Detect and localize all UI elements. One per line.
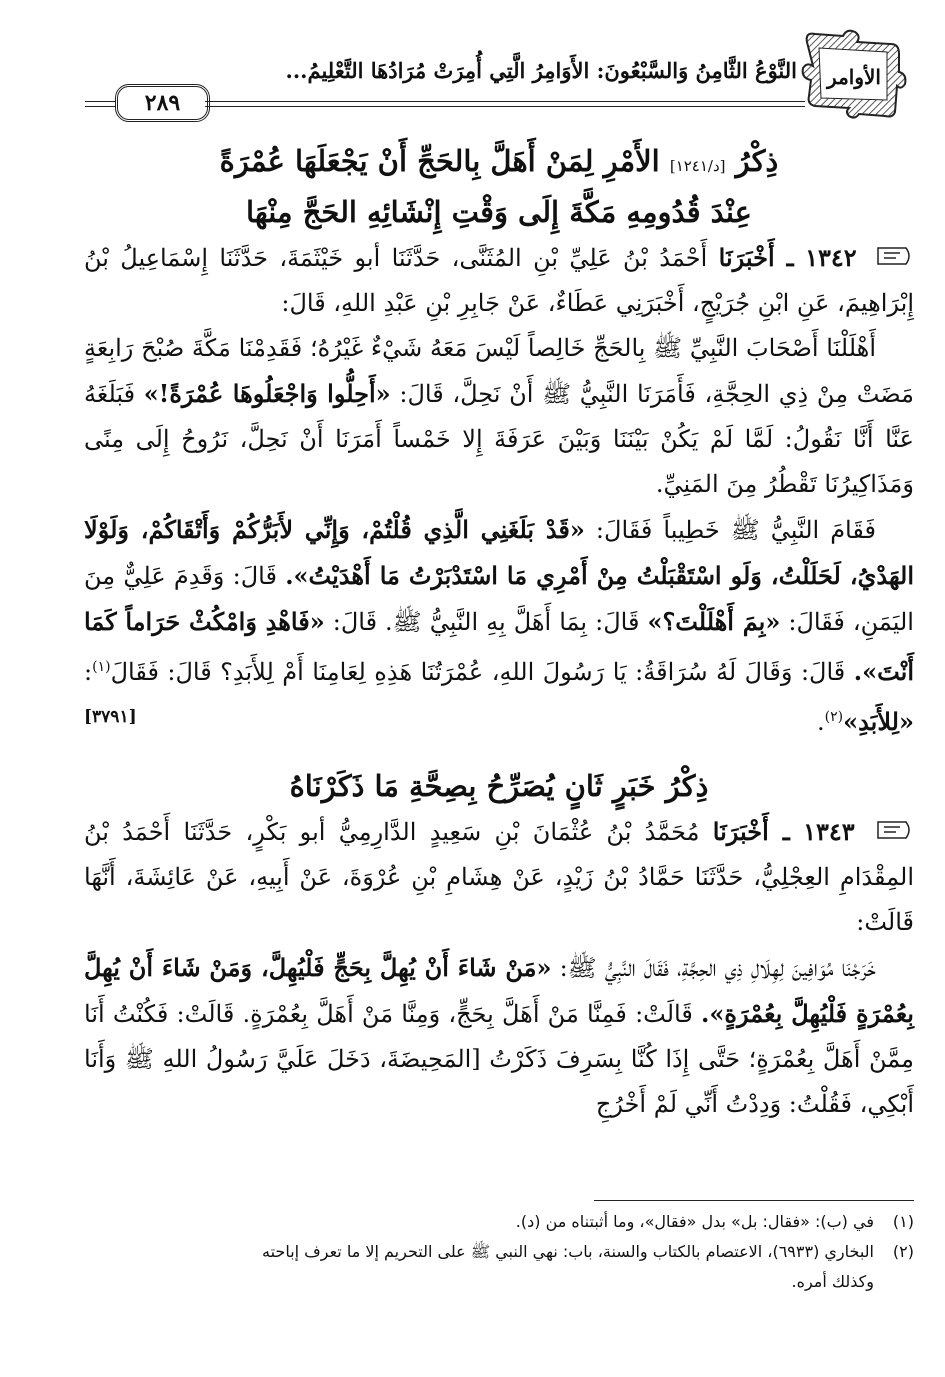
footnote-mark-1: (١): [92, 659, 111, 675]
page-header: [0, 28, 945, 128]
footnote-2-continued: وكذلك أمره.: [791, 1272, 874, 1291]
header-rule: [85, 84, 805, 126]
page-number: ٢٨٩: [115, 84, 210, 122]
cross-reference: [٣٧٩١]: [84, 707, 137, 727]
chapter-heading-1: ذِكْرُ [د/١٢٤١] الأَمْرِ لِمَنْ أَهَلَّ بِالحَجِّ أَنْ يَجْعَلَهَا عُمْرَةً: [219, 144, 779, 178]
hadith-1343-isnad: ١٣٤٣ ـ أَخْبَرَنَا مُحَمَّدُ بْنُ عُثْمَانَ بْنِ سَعِيدٍ الدَّارِمِيُّ أبو بَكْرٍ، حَدَّثَنَا أَحْمَدُ بْنُ المِقْدَامِ العِجْلِيُّ، حَدَّثَنَا حَمَّادُ بْنُ زَيْدٍ، عَنْ هِشَامِ بْنِ عُرْوَةَ، عَنْ أَبِيهِ، عَنْ عَائِشَةَ، أَنَّهَا قَالَتْ:: [84, 817, 914, 936]
chapter-heading-1-line2: عِنْدَ قُدُومِهِ مَكَّةَ إِلَى وَقْتِ إِنْشَائِهِ الحَجَّ مِنْهَا: [246, 195, 752, 229]
footnote-1: (١)في (ب): «فقال: بل» بدل «فقال»، وما أثبتناه من (د).: [515, 1212, 914, 1231]
footnotes: [84, 1200, 914, 1297]
hadith-marker-icon: [876, 242, 914, 270]
puzzle-piece-ornament: [799, 28, 907, 120]
footnote-mark-2: (٢): [824, 709, 844, 725]
footnote-2: (٢)البخاري (٦٩٣٣)، الاعتصام بالكتاب والسنة، باب: نهي النبي ﷺ على التحريم إلا ما تعرف إباحته: [262, 1242, 914, 1261]
svg-text:الأوامر: الأوامر: [827, 65, 881, 89]
hadith-number: ١٣٤٢: [805, 243, 857, 272]
hadith-1342-isnad: ١٣٤٢ ـ أَخْبَرَنَا أَحْمَدُ بْنُ عَلِيِّ بْنِ المُثَنَّى، حَدَّثَنَا أبو خَيْثَمَةَ، حَدَّثَنَا إِسْمَاعِيلُ بْنُ إِبْرَاهِيمَ، عَنِ ابْنِ جُرَيْجٍ، أَخْبَرَنِي عَطَاءٌ، عَنْ جَابِرِ بْنِ عَبْدِ اللهِ، قَالَ:: [84, 243, 914, 317]
hadith-1342-text-2: فَقَامَ النَّبِيُّ ﷺ خَطِيباً فَقَالَ: «قَدْ بَلَغَنِي الَّذِي قُلْتُمْ، وَإِنِّي لأَبَرُّكُمْ وَأَتْقَاكُمْ، وَلَوْلَا الهَدْيُ، لَحَلَلْتُ، وَلَو اسْتَقْبَلْتُ مِنْ أَمْرِي مَا اسْتَدْبَرْتُ مَا أَهْدَيْتُ». قَالَ: وَقَدِمَ عَلِيٌّ مِنَ اليَمَنِ، فَقَالَ: «بِمَ أَهْلَلْتَ؟» قَالَ: بِمَا أَهَلَّ بِهِ النَّبِيُّ ﷺ. قَالَ: «فَاهْدِ وَامْكُثْ حَرَاماً كَمَا أَنْتَ». قَالَ: وَقَالَ لَهُ سُرَاقَةُ: يَا رَسُولَ اللهِ، عُمْرَتُنَا هَذِهِ لِعَامِنَا أَمْ لِلأَبَدِ؟ قَالَ: فَقَالَ$^{(١)}$: «لِلأَبَدِ»$^{(٢)}$. [٣٧٩١]: [84, 507, 914, 745]
running-title: النَّوْعُ الثَّامِنُ وَالسَّبْعُونَ: الأَوَامِرُ الَّتِي أُمِرَتْ مُرَادُهَا التَّعْلِيمُ...: [285, 58, 797, 83]
footnote-rule: [594, 1200, 914, 1201]
hadith-1343-text: خَرَجْنَا مُوَافِينَ لِهِلَالِ ذِي الحِجَّةِ، فَقَالَ النَّبِيُّ ﷺ: «مَنْ شَاءَ أَنْ يُهِلَّ بِحَجٍّ فَلْيُهِلَّ، وَمَنْ شَاءَ أَنْ يُهِلَّ بِعُمْرَةٍ فَلْيُهِلَّ بِعُمْرَةٍ». قَالَتْ: فَمِنَّا مَنْ أَهَلَّ بِحَجٍّ، وَمِنَّا مَنْ أَهَلَّ بِعُمْرَةٍ. قَالَتْ: فَكُنْتُ أَنَا مِمَّنْ أَهَلَّ بِعُمْرَةٍ؛ حَتَّى إِذَا كُنَّا بِسَرِفَ ذَكَرْتُ [المَحِيضَةَ، دَخَلَ عَلَيَّ رَسُولُ اللهِ ﷺ وَأَنَا أَبْكِي، فَقُلْتُ: وَدِدْتُ أَنِّي لَمْ أَخْرُجِ: [84, 953, 914, 1118]
chapter-heading-2: ذِكْرُ خَبَرٍ ثَانٍ يُصَرِّحُ بِصِحَّةِ مَا ذَكَرْنَاهُ: [289, 769, 709, 803]
hadith-marker-icon: [876, 816, 914, 844]
page-body: [84, 138, 914, 1127]
hadith-1342-text-1: أَهْلَلْنَا أَصْحَابَ النَّبِيِّ ﷺ بِالحَجِّ خَالِصاً لَيْسَ مَعَهُ شَيْءٌ غَيْرُهُ؛ فَقَدِمْنَا مَكَّةَ صُبْحَ رَابِعَةٍ مَضَتْ مِنْ ذِي الحِجَّةِ، فَأَمَرَنَا النَّبِيُّ ﷺ أَنْ نَحِلَّ، قَالَ: «أَحِلُّوا وَاجْعَلُوهَا عُمْرَةً!» فَبَلَغَهُ عَنَّا أَنَّا نَقُولُ: لَمَّا لَمْ يَكُنْ بَيْنَنَا وَبَيْنَ عَرَفَةَ إِلا خَمْساً أَمَرَنَا أَنْ نَحِلَّ، نَرُوحُ إِلَى مِنًى وَمَذَاكِيرُنَا تَقْطُرُ مِنَ المَنِيِّ.: [84, 334, 914, 498]
hadith-number: ١٣٤٣: [803, 817, 855, 846]
heading-ref: [د/١٢٤١]: [669, 157, 726, 175]
